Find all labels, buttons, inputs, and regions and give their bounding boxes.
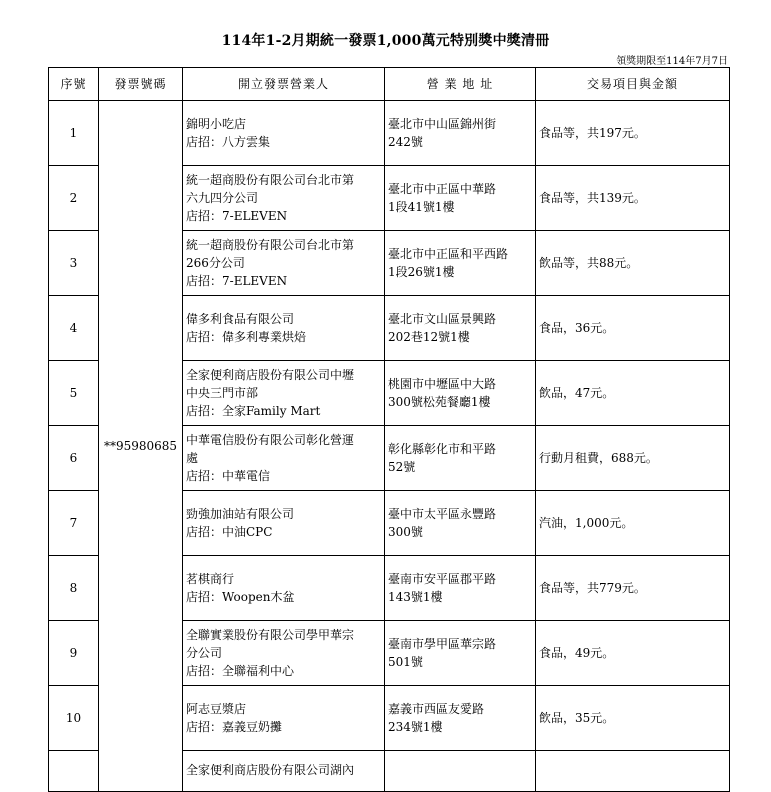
address-line: 242號: [388, 135, 423, 149]
transaction-cell: 飲品等，共88元。: [536, 231, 730, 296]
merchant-signboard: 店招：7-ELEVEN: [186, 274, 288, 288]
merchant-name: 統一超商股份有限公司台北市第: [186, 173, 355, 187]
address-line: 52號: [388, 460, 416, 474]
merchant-name: 266分公司: [186, 256, 245, 270]
merchant-signboard: 店招：Woopen木盆: [186, 590, 295, 604]
merchant-name: 全聯實業股份有限公司學甲華宗: [186, 628, 355, 642]
address-line: 300號: [388, 525, 423, 539]
address-line: 桃園市中壢區中大路: [388, 377, 497, 391]
merchant-cell: [183, 296, 385, 361]
claim-deadline: 領獎期限至114年7月7日: [616, 56, 728, 67]
row-index: 8: [49, 556, 99, 621]
header-transaction: 交易項目與金額: [536, 68, 730, 101]
merchant-signboard: 店招：中油CPC: [186, 525, 273, 539]
merchant-name: 茗棋商行: [186, 572, 235, 586]
address-line: 1段41號1樓: [388, 200, 455, 214]
address-line: 臺南市學甲區華宗路: [388, 637, 497, 651]
merchant-signboard: 店招：全聯福利中心: [186, 664, 295, 678]
row-index: 5: [49, 361, 99, 426]
address-cell: [385, 166, 536, 231]
address-line: 1段26號1樓: [388, 265, 455, 279]
address-line: 臺北市文山區景興路: [388, 312, 497, 326]
merchant-name: 全家便利商店股份有限公司中壢: [186, 368, 355, 382]
row-index: 4: [49, 296, 99, 361]
merchant-name: 勁強加油站有限公司: [186, 507, 295, 521]
transaction-cell: [536, 751, 730, 792]
merchant-cell: [183, 101, 385, 166]
merchant-signboard: 店招：嘉義豆奶攤: [186, 720, 283, 734]
address-line: 202巷12號1樓: [388, 330, 470, 344]
transaction-cell: 食品等，共779元。: [536, 556, 730, 621]
transaction-cell: 食品，36元。: [536, 296, 730, 361]
address-cell: [385, 621, 536, 686]
transaction-cell: 食品等，共197元。: [536, 101, 730, 166]
transaction-cell: 行動月租費，688元。: [536, 426, 730, 491]
merchant-cell: [183, 686, 385, 751]
transaction-cell: 飲品，47元。: [536, 361, 730, 426]
address-cell: [385, 686, 536, 751]
merchant-name: 全家便利商店股份有限公司湖內: [183, 751, 385, 792]
merchant-cell: [183, 426, 385, 491]
merchant-name: 六九四分公司: [186, 191, 259, 205]
merchant-name: 阿志豆漿店: [186, 702, 247, 716]
merchant-cell: [183, 621, 385, 686]
merchant-signboard: 店招：偉多利專業烘焙: [186, 330, 307, 344]
merchant-name: 偉多利食品有限公司: [186, 312, 295, 326]
row-index: 1: [49, 101, 99, 166]
merchant-signboard: 店招：全家Family Mart: [186, 404, 321, 418]
document-title: 114年1-2月期統一發票1,000萬元特別獎中獎清冊: [221, 33, 550, 49]
row-index: 2: [49, 166, 99, 231]
merchant-name: 分公司: [186, 646, 223, 660]
merchant-cell: [183, 166, 385, 231]
header-merchant: 開立發票營業人: [183, 68, 385, 101]
merchant-name: 錦明小吃店: [186, 117, 247, 131]
transaction-cell: 食品，49元。: [536, 621, 730, 686]
address-cell: [385, 101, 536, 166]
table-row: [49, 101, 730, 166]
address-line: 臺北市中山區錦州街: [388, 117, 497, 131]
address-line: 臺北市中正區中華路: [388, 182, 497, 196]
address-line: 臺中市太平區永豐路: [388, 507, 497, 521]
row-index: 7: [49, 491, 99, 556]
address-line: 嘉義市西區友愛路: [388, 702, 485, 716]
merchant-cell: [183, 361, 385, 426]
merchant-signboard: 店招：7-ELEVEN: [186, 209, 288, 223]
row-index: 3: [49, 231, 99, 296]
merchant-cell: [183, 231, 385, 296]
address-cell: [385, 231, 536, 296]
header-address: 營 業 地 址: [385, 68, 536, 101]
merchant-name: 統一超商股份有限公司台北市第: [186, 238, 355, 252]
table-header-row: [49, 68, 730, 101]
row-index: [49, 751, 99, 792]
address-cell: [385, 751, 536, 792]
transaction-cell: 食品等，共139元。: [536, 166, 730, 231]
address-cell: [385, 491, 536, 556]
invoice-number: **95980685: [99, 101, 183, 792]
row-index: 6: [49, 426, 99, 491]
prize-winners-table: [48, 67, 730, 792]
merchant-cell: [183, 491, 385, 556]
address-line: 彰化縣彰化市和平路: [388, 442, 497, 456]
transaction-cell: 飲品，35元。: [536, 686, 730, 751]
address-line: 501號: [388, 655, 423, 669]
merchant-signboard: 店招：八方雲集: [186, 135, 271, 149]
address-line: 234號1樓: [388, 720, 443, 734]
merchant-name: 中央三門市部: [186, 386, 259, 400]
header-invoice-number: 發票號碼: [99, 68, 183, 101]
address-line: 臺南市安平區郡平路: [388, 572, 497, 586]
row-index: 10: [49, 686, 99, 751]
row-index: 9: [49, 621, 99, 686]
address-line: 143號1樓: [388, 590, 443, 604]
address-line: 300號松苑餐廳1樓: [388, 395, 491, 409]
header-index: 序號: [49, 68, 99, 101]
address-cell: [385, 296, 536, 361]
address-line: 臺北市中正區和平西路: [388, 247, 509, 261]
address-cell: [385, 361, 536, 426]
transaction-cell: 汽油，1,000元。: [536, 491, 730, 556]
merchant-name: 中華電信股份有限公司彰化營運: [186, 433, 355, 447]
merchant-name: 處: [186, 451, 199, 465]
merchant-signboard: 店招：中華電信: [186, 469, 271, 483]
address-cell: [385, 426, 536, 491]
address-cell: [385, 556, 536, 621]
merchant-cell: [183, 556, 385, 621]
